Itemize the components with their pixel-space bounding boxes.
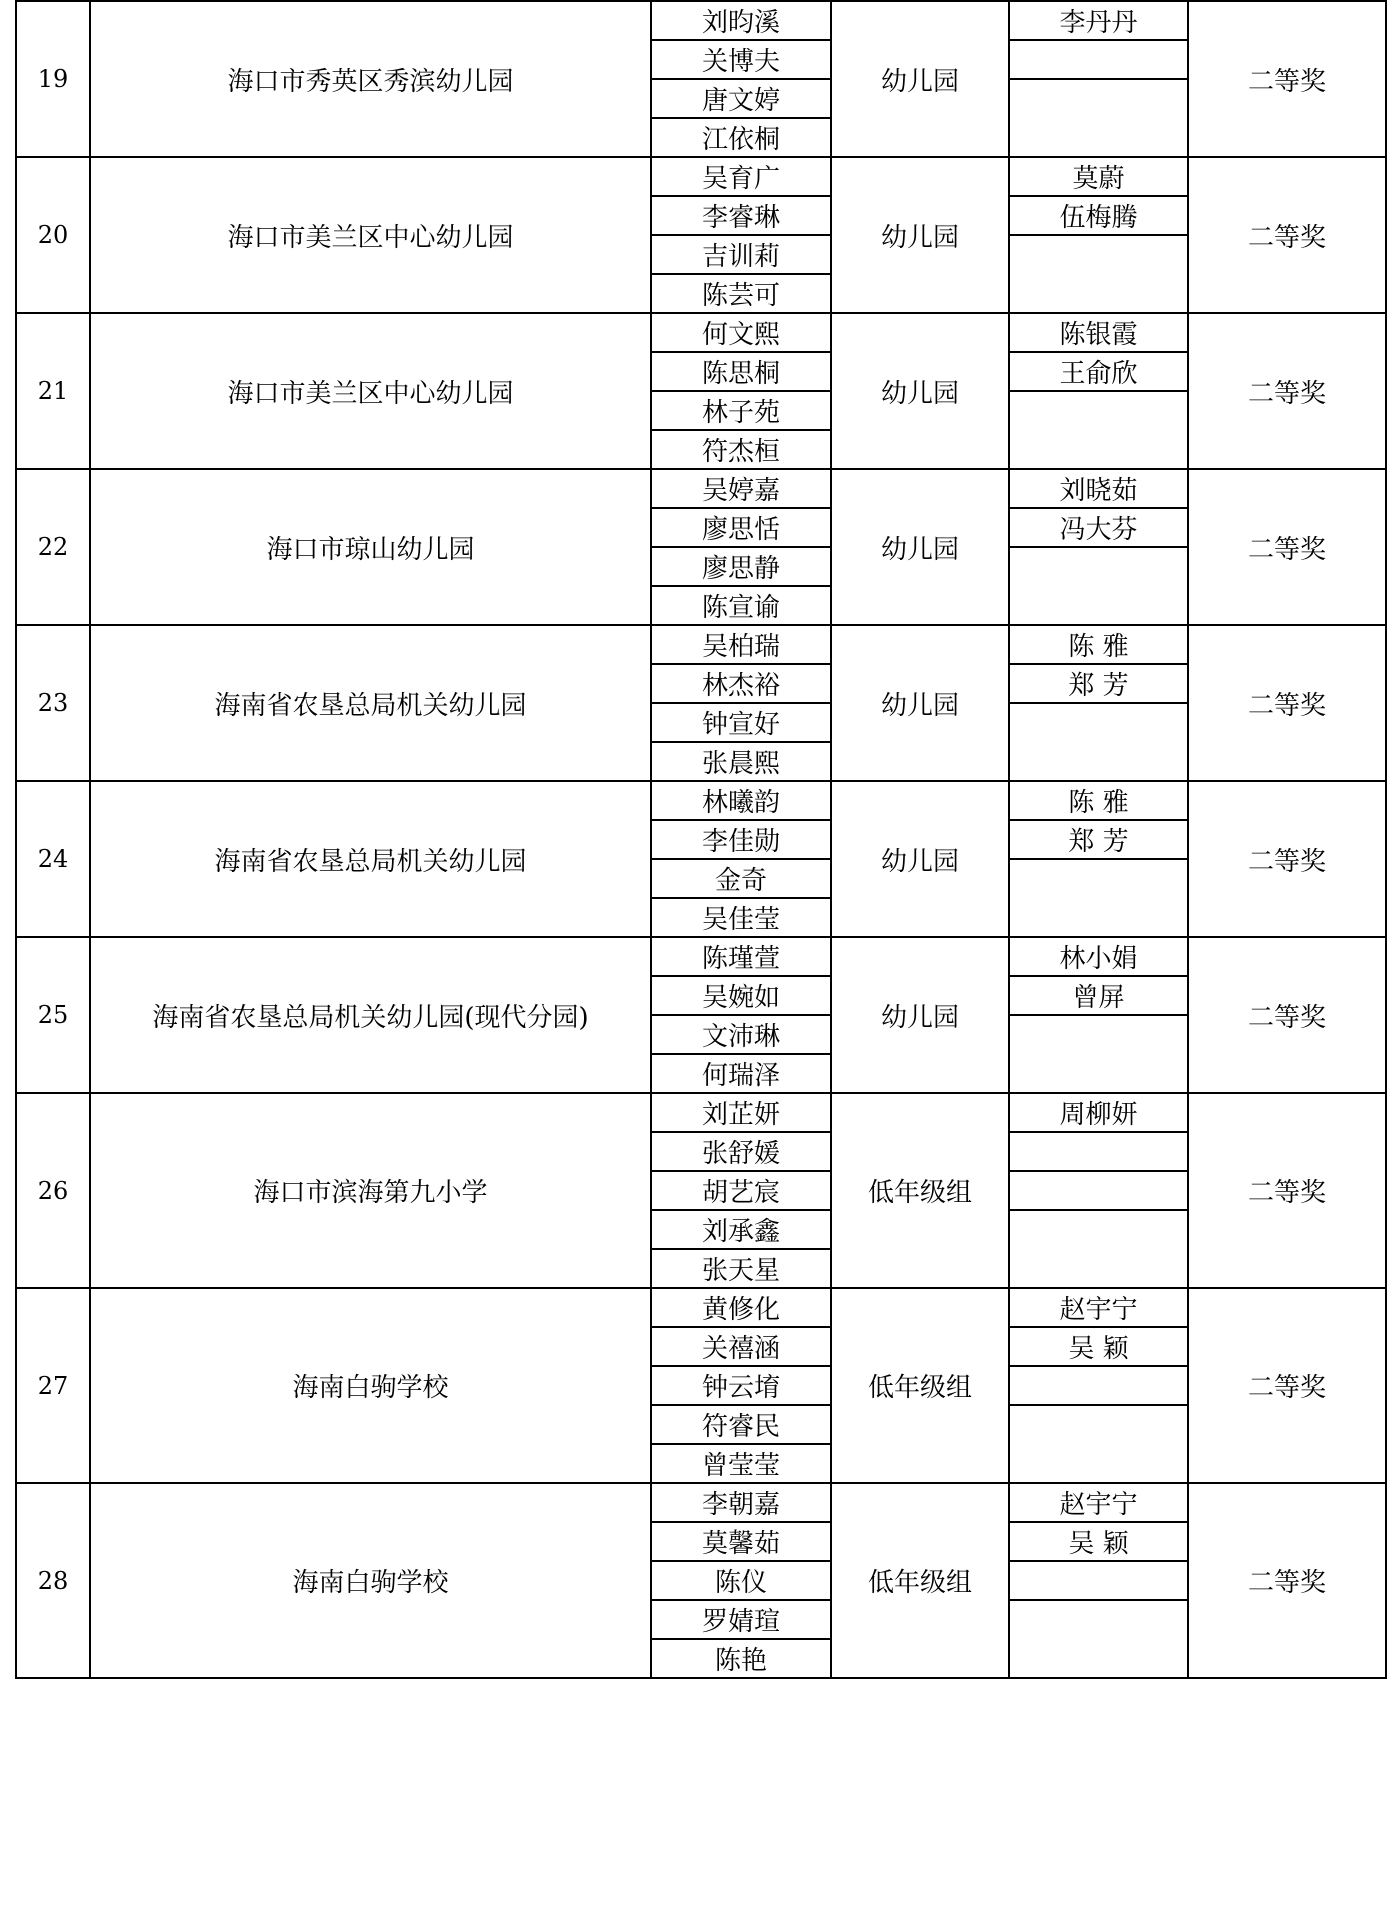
student-name: 金奇	[651, 859, 831, 898]
student-name: 符睿民	[651, 1405, 831, 1444]
student-name: 李睿琳	[651, 196, 831, 235]
award-level: 二等奖	[1188, 625, 1386, 781]
entry-number: 26	[16, 1093, 90, 1288]
teacher-name	[1009, 1561, 1188, 1600]
student-name: 张舒媛	[651, 1132, 831, 1171]
teacher-name: 王俞欣	[1009, 352, 1188, 391]
award-level: 二等奖	[1188, 1, 1386, 157]
table-row	[16, 1, 1386, 40]
teacher-name	[1009, 391, 1188, 469]
teacher-name: 冯大芬	[1009, 508, 1188, 547]
school-name: 海口市秀英区秀滨幼儿园	[90, 1, 651, 157]
student-name: 文沛琳	[651, 1015, 831, 1054]
student-name: 刘芷妍	[651, 1093, 831, 1132]
teacher-name: 刘晓茹	[1009, 469, 1188, 508]
student-name: 唐文婷	[651, 79, 831, 118]
teacher-name: 吴 颖	[1009, 1522, 1188, 1561]
award-table	[15, 0, 1387, 1679]
group-category: 幼儿园	[831, 781, 1009, 937]
student-name: 陈仪	[651, 1561, 831, 1600]
student-name: 刘承鑫	[651, 1210, 831, 1249]
student-name: 罗婧瑄	[651, 1600, 831, 1639]
table-row	[16, 1093, 1386, 1132]
teacher-name: 陈银霞	[1009, 313, 1188, 352]
teacher-name: 吴 颖	[1009, 1327, 1188, 1366]
teacher-name: 伍梅腾	[1009, 196, 1188, 235]
award-table-body	[16, 1, 1386, 1678]
student-name: 陈艳	[651, 1639, 831, 1678]
teacher-name: 陈 雅	[1009, 781, 1188, 820]
student-name: 吴婉如	[651, 976, 831, 1015]
student-name: 钟宣好	[651, 703, 831, 742]
entry-number: 23	[16, 625, 90, 781]
teacher-name: 陈 雅	[1009, 625, 1188, 664]
student-name: 钟云堉	[651, 1366, 831, 1405]
student-name: 陈芸可	[651, 274, 831, 313]
teacher-name	[1009, 1366, 1188, 1405]
student-name: 吴佳莹	[651, 898, 831, 937]
group-category: 幼儿园	[831, 469, 1009, 625]
school-name: 海南省农垦总局机关幼儿园(现代分园)	[90, 937, 651, 1093]
table-row	[16, 1483, 1386, 1522]
group-category: 幼儿园	[831, 1, 1009, 157]
entry-number: 22	[16, 469, 90, 625]
teacher-name	[1009, 1171, 1188, 1210]
student-name: 林杰裕	[651, 664, 831, 703]
student-name: 李朝嘉	[651, 1483, 831, 1522]
teacher-name	[1009, 547, 1188, 625]
entry-number: 24	[16, 781, 90, 937]
award-level: 二等奖	[1188, 313, 1386, 469]
student-name: 吴婷嘉	[651, 469, 831, 508]
student-name: 何文熙	[651, 313, 831, 352]
school-name: 海南省农垦总局机关幼儿园	[90, 781, 651, 937]
student-name: 廖思恬	[651, 508, 831, 547]
table-row	[16, 625, 1386, 664]
teacher-name: 林小娟	[1009, 937, 1188, 976]
award-level: 二等奖	[1188, 781, 1386, 937]
teacher-name	[1009, 1600, 1188, 1678]
group-category: 低年级组	[831, 1483, 1009, 1678]
school-name: 海南省农垦总局机关幼儿园	[90, 625, 651, 781]
entry-number: 19	[16, 1, 90, 157]
group-category: 幼儿园	[831, 937, 1009, 1093]
student-name: 林子苑	[651, 391, 831, 430]
group-category: 低年级组	[831, 1093, 1009, 1288]
teacher-name	[1009, 1210, 1188, 1288]
student-name: 黄修化	[651, 1288, 831, 1327]
table-row	[16, 313, 1386, 352]
teacher-name	[1009, 1132, 1188, 1171]
table-row	[16, 157, 1386, 196]
group-category: 幼儿园	[831, 625, 1009, 781]
award-level: 二等奖	[1188, 1483, 1386, 1678]
student-name: 林曦韵	[651, 781, 831, 820]
award-level: 二等奖	[1188, 1288, 1386, 1483]
student-name: 何瑞泽	[651, 1054, 831, 1093]
school-name: 海口市滨海第九小学	[90, 1093, 651, 1288]
teacher-name: 莫蔚	[1009, 157, 1188, 196]
entry-number: 20	[16, 157, 90, 313]
student-name: 李佳勋	[651, 820, 831, 859]
teacher-name	[1009, 235, 1188, 313]
student-name: 莫馨茹	[651, 1522, 831, 1561]
student-name: 曾莹莹	[651, 1444, 831, 1483]
teacher-name: 李丹丹	[1009, 1, 1188, 40]
student-name: 吴柏瑞	[651, 625, 831, 664]
group-category: 幼儿园	[831, 157, 1009, 313]
student-name: 张天星	[651, 1249, 831, 1288]
student-name: 张晨熙	[651, 742, 831, 781]
table-row	[16, 1288, 1386, 1327]
teacher-name	[1009, 1405, 1188, 1483]
teacher-name	[1009, 40, 1188, 79]
student-name: 符杰桓	[651, 430, 831, 469]
teacher-name	[1009, 703, 1188, 781]
teacher-name: 赵宇宁	[1009, 1288, 1188, 1327]
student-name: 吉训莉	[651, 235, 831, 274]
school-name: 海南白驹学校	[90, 1483, 651, 1678]
teacher-name	[1009, 79, 1188, 157]
teacher-name: 郑 芳	[1009, 820, 1188, 859]
school-name: 海口市琼山幼儿园	[90, 469, 651, 625]
entry-number: 28	[16, 1483, 90, 1678]
student-name: 廖思静	[651, 547, 831, 586]
award-level: 二等奖	[1188, 157, 1386, 313]
student-name: 吴育广	[651, 157, 831, 196]
student-name: 江依桐	[651, 118, 831, 157]
award-level: 二等奖	[1188, 469, 1386, 625]
table-row	[16, 781, 1386, 820]
teacher-name: 曾屏	[1009, 976, 1188, 1015]
teacher-name	[1009, 1015, 1188, 1093]
table-row	[16, 469, 1386, 508]
student-name: 陈宣谕	[651, 586, 831, 625]
entry-number: 25	[16, 937, 90, 1093]
table-row	[16, 937, 1386, 976]
entry-number: 21	[16, 313, 90, 469]
student-name: 关禧涵	[651, 1327, 831, 1366]
group-category: 低年级组	[831, 1288, 1009, 1483]
teacher-name	[1009, 859, 1188, 937]
school-name: 海口市美兰区中心幼儿园	[90, 313, 651, 469]
student-name: 胡艺宸	[651, 1171, 831, 1210]
group-category: 幼儿园	[831, 313, 1009, 469]
award-level: 二等奖	[1188, 937, 1386, 1093]
teacher-name: 郑 芳	[1009, 664, 1188, 703]
student-name: 刘昀溪	[651, 1, 831, 40]
teacher-name: 赵宇宁	[1009, 1483, 1188, 1522]
teacher-name: 周柳妍	[1009, 1093, 1188, 1132]
school-name: 海南白驹学校	[90, 1288, 651, 1483]
student-name: 陈瑾萱	[651, 937, 831, 976]
entry-number: 27	[16, 1288, 90, 1483]
student-name: 陈思桐	[651, 352, 831, 391]
student-name: 关博夫	[651, 40, 831, 79]
award-level: 二等奖	[1188, 1093, 1386, 1288]
school-name: 海口市美兰区中心幼儿园	[90, 157, 651, 313]
